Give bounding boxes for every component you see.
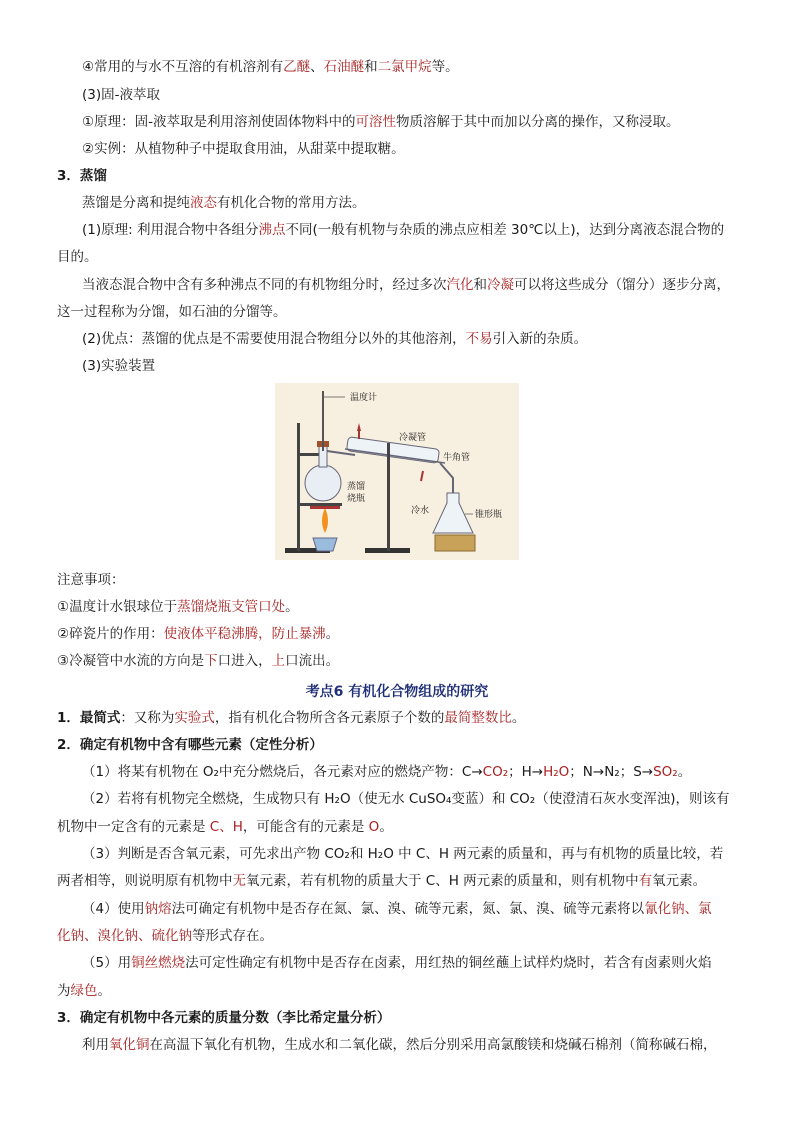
text-segment: 有: [638, 873, 653, 889]
text-segment: 氧元素。: [652, 873, 707, 889]
text-segment: C、H: [209, 819, 243, 835]
text-segment: 、: [310, 59, 324, 75]
line-l2: [82, 86, 754, 104]
line-l6: [82, 194, 754, 212]
line-l25: [82, 900, 754, 918]
text-segment: 注意事项：: [57, 572, 125, 588]
text-segment: 法可定性确定有机物中是否存在卤素，用红热的铜丝蘸上试样灼烧时，若含有卤素则火焰: [185, 955, 712, 971]
text-segment: (1)原理: 利用混合物中各组分: [82, 222, 259, 238]
line-l1: [82, 58, 754, 76]
text-segment: 蒸馏烧瓶支管口处: [177, 599, 286, 615]
text-segment: （2）若将有机物完全燃烧，生成物只有 H₂O（使无水 CuSO₄变蓝）和 CO₂（使澄清石灰水变浑浊)，则该有: [82, 791, 730, 807]
text-segment: ②实例：从植物种子中提取食用油，从甜菜中提取糖。: [82, 141, 405, 157]
text-segment: ①温度计水银球位于: [57, 599, 178, 615]
distillation-apparatus-figure: [275, 383, 519, 560]
text-segment: SO₂: [653, 764, 678, 780]
flame: [322, 508, 328, 533]
text-segment: 2．确定有机物中含有哪些元素（定性分析）: [57, 737, 323, 753]
burner: [313, 538, 337, 551]
line-l16: [57, 652, 754, 670]
line-l20: [82, 763, 754, 781]
line-l3: [82, 113, 754, 131]
heading-qualitative: [57, 736, 754, 754]
text-segment: 钠熔: [144, 901, 172, 917]
text-segment: 3．蒸馏: [57, 168, 107, 184]
text-segment: CO₂: [482, 764, 509, 780]
distilling-flask: [305, 465, 341, 501]
text-segment: 液态: [190, 195, 217, 211]
text-segment: 口进入，: [217, 653, 272, 669]
text-segment: 1．最简式: [57, 710, 121, 726]
text-segment: （4）使用: [82, 901, 145, 917]
text-segment: ，指有机化合物所含各元素原子个数的: [214, 710, 445, 726]
text-segment: (3)固-液萃取: [82, 87, 160, 103]
text-segment: 目的。: [57, 249, 98, 265]
text-segment: 和: [364, 59, 378, 75]
text-segment: 等。: [431, 59, 459, 75]
text-segment: 下: [204, 653, 218, 669]
text-segment: 氧化铜: [109, 1037, 150, 1053]
line-l24: [57, 872, 754, 890]
label-adapter: 牛角管: [443, 453, 471, 463]
thermometer: [322, 391, 324, 451]
line-l10: [57, 303, 754, 321]
line-l14: [57, 598, 754, 616]
text-segment: 。: [285, 599, 299, 615]
text-segment: 氰化钠、氯: [644, 901, 712, 917]
label-condenser: 冷凝管: [399, 433, 427, 443]
text-segment: （5）用: [82, 955, 132, 971]
text-segment: 不易: [465, 331, 493, 347]
line-l15: [57, 625, 754, 643]
text-segment: 为: [57, 983, 71, 999]
text-segment: O: [368, 819, 380, 835]
text-segment: 使液体平稳沸腾，防止暴沸: [163, 626, 326, 642]
text-segment: (2)优点：蒸馏的优点是不需要使用混合物组分以外的其他溶剂，: [82, 331, 466, 347]
text-segment: 考点6 有机化合物组成的研究: [305, 684, 489, 700]
text-segment: 乙醚: [283, 59, 311, 75]
label-conical-flask: 锥形瓶: [475, 510, 503, 520]
text-segment: 机物中一定含有的元素是: [57, 819, 210, 835]
conical-flask: [433, 493, 473, 533]
line-l27: [82, 954, 754, 972]
text-segment: 引入新的杂质。: [492, 331, 588, 347]
text-segment: ：又称为: [120, 710, 175, 726]
text-segment: ；N→N₂；S→: [569, 764, 654, 780]
line-l18: [57, 709, 754, 727]
text-segment: ，可能含有的元素是: [242, 819, 369, 835]
distillation-apparatus-illustration: [275, 383, 519, 560]
text-segment: 绿色: [70, 983, 98, 999]
text-segment: 口流出。: [285, 653, 340, 669]
text-segment: 利用: [82, 1037, 109, 1053]
text-segment: 。: [677, 764, 692, 780]
text-segment: 冷凝: [487, 277, 514, 293]
text-segment: 可以将这些成分（馏分）逐步分离，: [514, 277, 730, 293]
line-l30: [82, 1036, 754, 1054]
wood-block: [435, 535, 475, 551]
text-segment: 不同(一般有机物与杂质的沸点应相差 30℃以上)，达到分离液态混合物的: [285, 222, 725, 238]
text-segment: (3)实验装置: [82, 358, 156, 374]
text-segment: 有机化合物的常用方法。: [217, 195, 366, 211]
line-l13: [57, 571, 754, 589]
stand-rod-right: [387, 443, 390, 551]
text-segment: ①原理：固-液萃取是利用溶剂使固体物料中的: [82, 114, 356, 130]
label-flask-2: 烧瓶: [347, 494, 366, 504]
text-segment: 和: [473, 277, 487, 293]
label-water: 冷水: [411, 506, 430, 516]
text-segment: 当液态混合物中含有多种沸点不同的有机物组分时，经过多次: [82, 277, 447, 293]
heading-distillation: [57, 167, 754, 185]
text-segment: 化钠、溴化钠、硫化钠: [57, 928, 192, 944]
text-segment: 氧元素，若有机物的质量大于 C、H 两元素的质量和，则有机物中: [246, 873, 639, 889]
text-segment: （1）将某有机物在 O₂中充分燃烧后，各元素对应的燃烧产物：C→: [82, 764, 483, 780]
text-segment: 蒸馏是分离和提纯: [82, 195, 190, 211]
text-segment: 等形式存在。: [192, 928, 273, 944]
stand-rod-left: [297, 423, 300, 551]
line-l11: [82, 330, 754, 348]
adapter: [440, 463, 453, 493]
text-segment: 铜丝燃烧: [131, 955, 186, 971]
text-segment: 最简整数比: [444, 710, 512, 726]
line-l8: [57, 248, 754, 266]
heading-quantitative: [57, 1009, 754, 1027]
line-l12: [82, 357, 754, 375]
text-segment: H₂O: [543, 764, 570, 780]
label-flask: 蒸馏: [347, 482, 366, 492]
line-l28: [57, 982, 754, 1000]
line-l23: [82, 845, 754, 863]
text-segment: 在高温下氧化有机物，生成水和二氧化碳，然后分别采用高氯酸镁和烧碱石棉剂（简称碱石棉，: [149, 1037, 717, 1053]
text-segment: 实验式: [174, 710, 215, 726]
text-segment: 。: [379, 819, 393, 835]
line-l21: [82, 790, 754, 808]
text-segment: ；H→: [508, 764, 544, 780]
text-segment: 。: [97, 983, 111, 999]
text-segment: 二氯甲烷: [377, 59, 432, 75]
text-segment: 。: [325, 626, 340, 642]
text-segment: 石油醚: [323, 59, 365, 75]
text-segment: ②碎瓷片的作用：: [57, 626, 164, 642]
text-segment: 汽化: [446, 277, 474, 293]
text-segment: ③冷凝管中水流的方向是: [57, 653, 205, 669]
text-segment: 法可确定有机物中是否存在氮、氯、溴、硫等元素，氮、氯、溴、硫等元素将以: [171, 901, 645, 917]
text-segment: 上: [271, 653, 286, 669]
text-segment: ④常用的与水不互溶的有机溶剂有: [82, 59, 284, 75]
text-segment: 3．确定有机物中各元素的质量分数（李比希定量分析）: [57, 1010, 391, 1026]
text-segment: 。: [511, 710, 526, 726]
text-segment: 沸点: [258, 222, 286, 238]
text-segment: （3）判断是否含氧元素，可先求出产物 CO₂和 H₂O 中 C、H 两元素的质量和，再与有机物的质量比较，若: [82, 846, 724, 862]
text-segment: 无: [232, 873, 246, 889]
text-segment: 可溶性: [355, 114, 396, 130]
section-title: [0, 681, 794, 701]
text-segment: 这一过程称为分馏，如石油的分馏等。: [57, 304, 287, 320]
line-l22: [57, 818, 754, 836]
text-segment: 物质溶解于其中而加以分离的操作，又称浸取。: [395, 114, 680, 130]
line-l9: [82, 276, 754, 294]
label-thermometer: 温度计: [350, 393, 378, 403]
line-l26: [57, 927, 754, 945]
text-segment: 两者相等，则说明原有机物中: [57, 873, 233, 889]
line-l4: [82, 140, 754, 158]
line-l7: [82, 221, 754, 239]
